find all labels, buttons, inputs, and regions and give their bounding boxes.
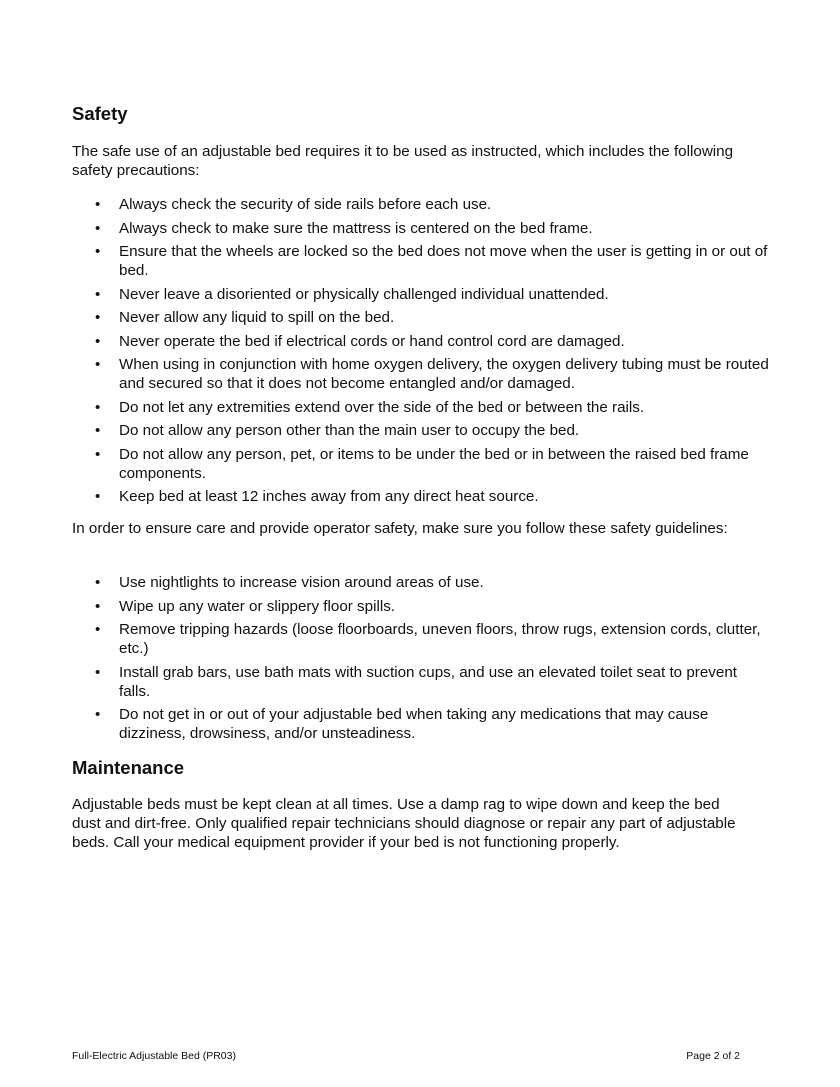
list-item: • Always check to make sure the mattress is centered on the bed frame. xyxy=(72,219,772,238)
safety-heading: Safety xyxy=(72,103,128,124)
list-item: • Do not let any extremities extend over the side of the bed or between the rails. xyxy=(72,398,772,417)
guidelines-intro: In order to ensure care and provide operator safety, make sure you follow these safety guidelines: xyxy=(72,520,728,537)
safety-intro: The safe use of an adjustable bed requires it to be used as instructed, which includes the following safety precautions: xyxy=(72,143,734,179)
safety-guidelines-list xyxy=(72,573,772,748)
maintenance-text: Adjustable beds must be kept clean at all times. Use a damp rag to wipe down and keep the bed dust and dirt-free. Only qualified repair technicians should diagnose or repair any part of adjustable beds. Call your medical equipment provider if your bed is not functioning properly. xyxy=(72,796,736,851)
list-item: • Never allow any liquid to spill on the bed. xyxy=(72,308,772,327)
list-item: • Always check the security of side rails before each use. xyxy=(72,195,772,214)
list-item: • Keep bed at least 12 inches away from any direct heat source. xyxy=(72,487,772,506)
list-item: • Install grab bars, use bath mats with suction cups, and use an elevated toilet seat to prevent falls. xyxy=(72,663,772,701)
footer-document-title: Full-Electric Adjustable Bed (PR03) xyxy=(72,1050,236,1062)
list-item: • Ensure that the wheels are locked so the bed does not move when the user is getting in or out of bed. xyxy=(72,242,772,280)
list-item: • Never operate the bed if electrical cords or hand control cord are damaged. xyxy=(72,332,772,351)
footer-page-number: Page 2 of 2 xyxy=(686,1050,740,1062)
list-item: • Never leave a disoriented or physically challenged individual unattended. xyxy=(72,285,772,304)
list-item: • Do not allow any person, pet, or items to be under the bed or in between the raised bed frame components. xyxy=(72,445,772,483)
list-item: • Remove tripping hazards (loose floorboards, uneven floors, throw rugs, extension cords, clutter, etc.) xyxy=(72,620,772,658)
safety-precautions-list xyxy=(72,195,772,511)
list-item: • Use nightlights to increase vision around areas of use. xyxy=(72,573,772,592)
list-item: • Do not allow any person other than the main user to occupy the bed. xyxy=(72,421,772,440)
list-item: • Wipe up any water or slippery floor spills. xyxy=(72,597,772,616)
maintenance-heading: Maintenance xyxy=(72,757,185,778)
list-item: • Do not get in or out of your adjustable bed when taking any medications that may cause dizziness, drowsiness, and/or unsteadiness. xyxy=(72,705,772,743)
list-item: • When using in conjunction with home oxygen delivery, the oxygen delivery tubing must be routed and secured so that it does not become entangled and/or damaged. xyxy=(72,355,772,393)
